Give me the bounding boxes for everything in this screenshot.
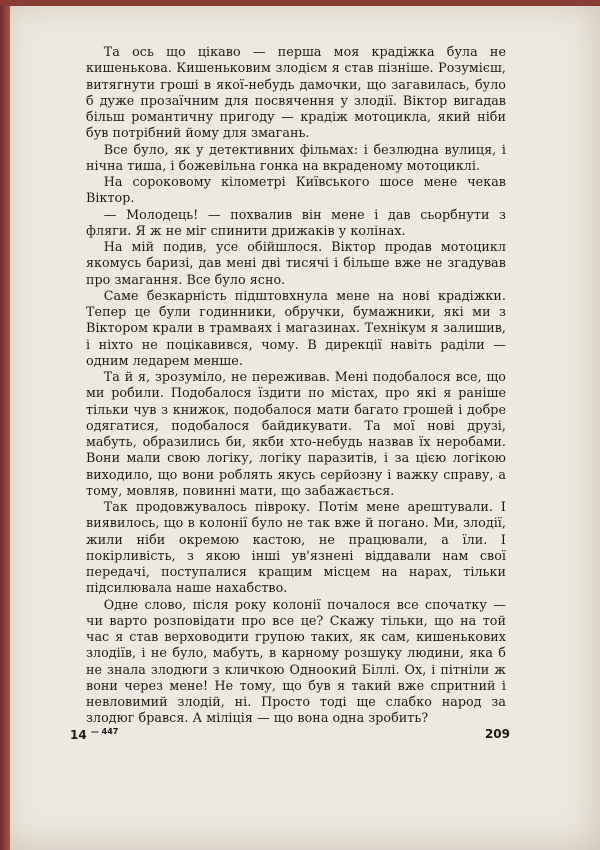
- signature-code: — 447: [90, 727, 119, 736]
- body-text: [86, 44, 506, 727]
- paragraph-7: Та й я, зрозуміло, не переживав. Мені подобалося все, що ми робили. Подобалося їздити по містах, про які я раніше тільки чув з книжок, подобалося мати багато грошей і добре одягатися, подобалося байдикувати. Та мої нові друзі, мабуть, образились би, якби хто-небудь назвав їх неробами. Вони мали свою логіку, логіку паразитів, і за цією логікою виходило, що вони роблять якусь серйозну і важку справу, а тому, мовляв, повинні мати, що забажається.: [86, 369, 506, 498]
- signature-mark: [70, 727, 118, 742]
- paragraph-9: Одне слово, після року колонії почалося все спочатку — чи варто розповідати про все це? Скажу тільки, що на той час я став верховодити групою таких, як сам, кишенькових злодіїв, і не було, мабуть, в карному розшуку людини, яка б не знала злодюги з кличкою Одноокий Біллі. Ох, і пітніли ж вони через мене! Не тому, що був я такий вже спритний і невловимий злодій, ні. Просто тоді ще слабко народ за злодюг брався. А міліція — що вона одна зробить?: [86, 596, 506, 726]
- signature-number: 14: [70, 728, 87, 742]
- page-edge-left: [0, 0, 10, 850]
- page-number: 209: [484, 727, 510, 741]
- page-edge-top: [0, 0, 600, 6]
- paragraph-1: Та ось що цікаво — перша моя крадіжка була не кишеньковa. Кишеньковим злодієм я став пізніше. Розумієш, витягнути гроші в якої-небудь дамочки, що загавилась, було б дуже прозаїчним для посвячення у злодії. Віктор вигадав більш романтичну пригоду — крадіж мотоцикла, який ніби був потрібний йому для змагань.: [86, 44, 506, 141]
- paragraph-6: Саме безкарність підштовхнула мене на нові крадіжки. Тепер це були годинники, обручки, бумажники, які ми з Віктором крали в трамваях і магазинах. Технікум я залишив, і ніхто не поцікавився, чому. В дирекції навіть раділи — одним ледарем менше.: [86, 287, 506, 368]
- paragraph-8: Так продовжувалось півроку. Потім мене арештували. І виявилось, що в колонії було не так вже й погано. Ми, злодії, жили ніби окремою кастою, не працювали, а їли. І покірливість, з якою інші ув'язнені віддавали нам свої передачі, поступалися кращим місцем на нарах, тільки підсилювала наше нахабство.: [86, 499, 506, 596]
- paragraph-2: Все було, як у детективних фільмах: і безлюдна вулиця, і нічна тиша, і божевільна гонка на вкраденому мотоциклі.: [86, 141, 506, 173]
- paragraph-5: На мій подив, усе обійшлося. Віктор продав мотоцикл якомусь баризі, дав мені дві тисячі і більше вже не згадував про змагання. Все було ясно.: [86, 239, 506, 287]
- paragraph-4: — Молодець! — похвалив він мене і дав сьорбнути з фляги. Я ж не міг спинити дрижаків у колінах.: [86, 206, 506, 238]
- paragraph-3: На сороковому кілометрі Київського шосе мене чекав Віктор.: [86, 174, 506, 206]
